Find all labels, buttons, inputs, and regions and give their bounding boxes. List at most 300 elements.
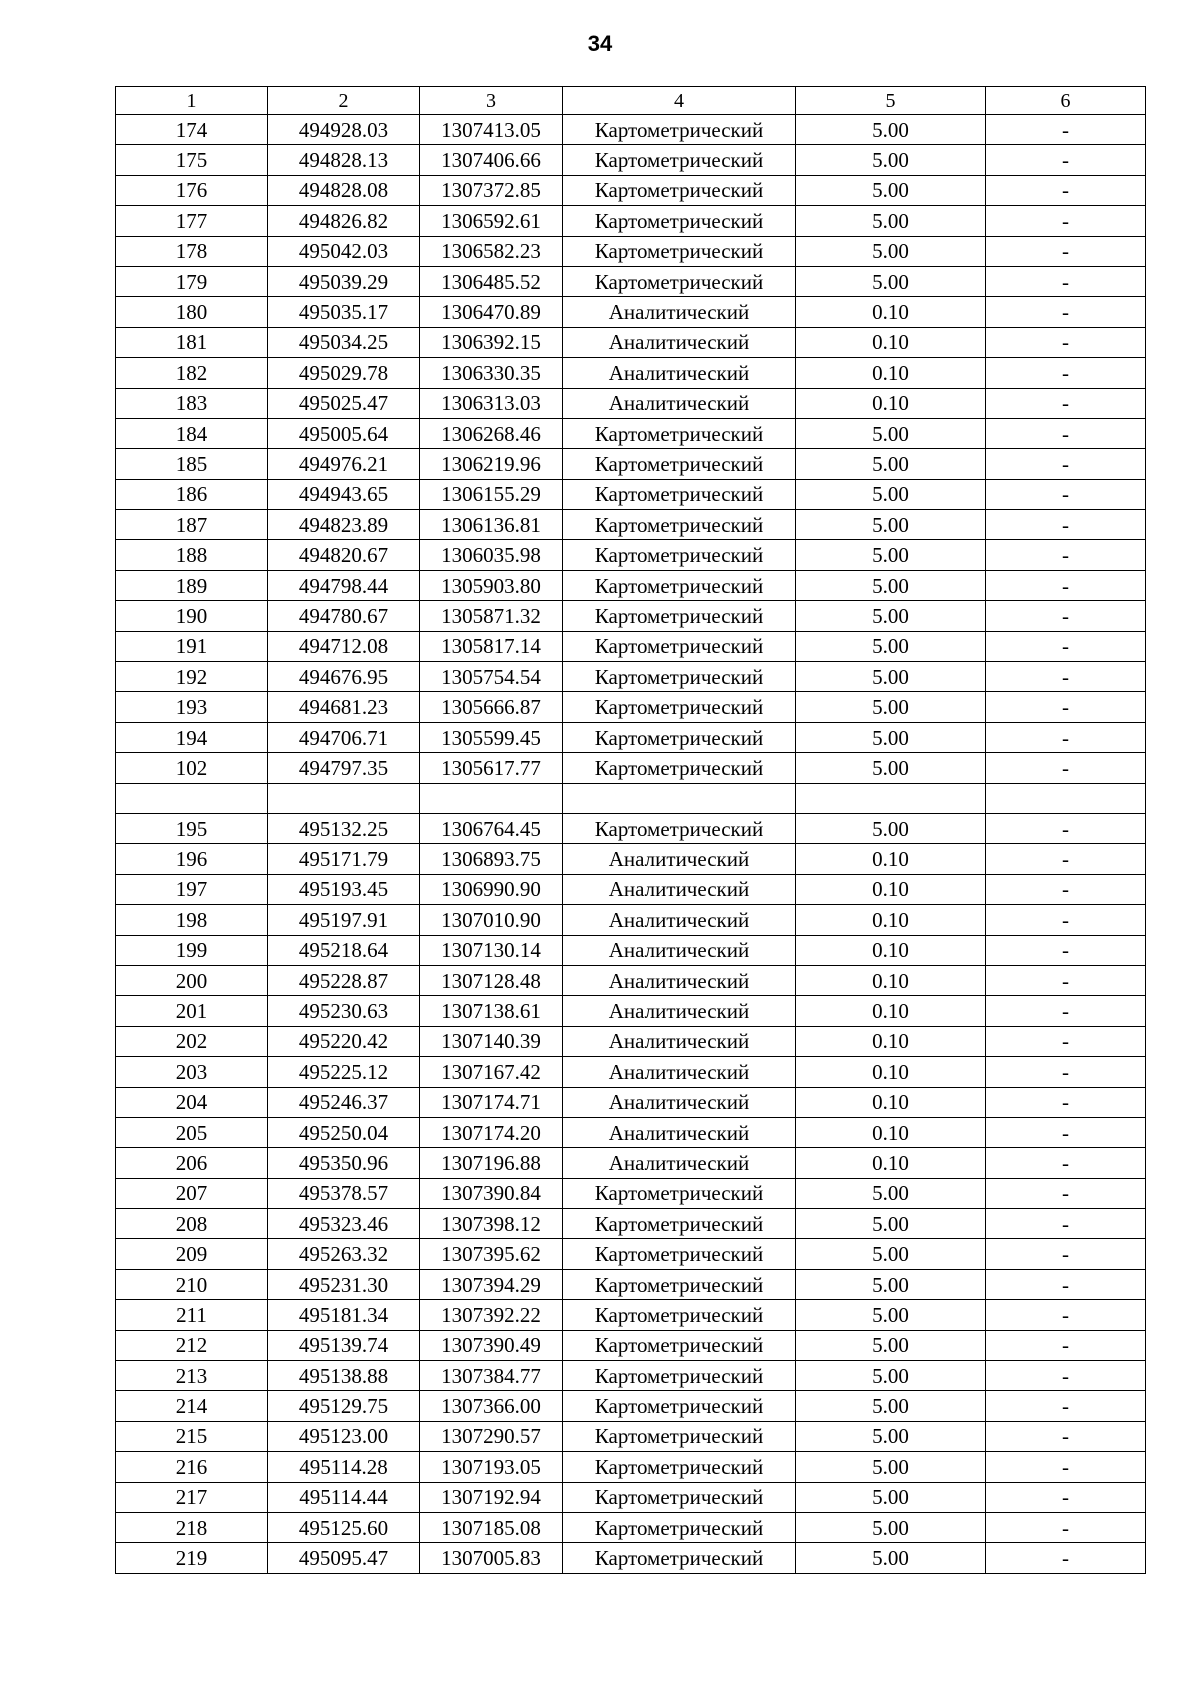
column-header: 6 — [986, 87, 1146, 115]
y-coordinate-cell: 1307005.83 — [420, 1543, 563, 1573]
method-cell: Аналитический — [563, 1117, 796, 1147]
point-number-cell: 177 — [116, 206, 268, 236]
accuracy-cell: 0.10 — [796, 1057, 986, 1087]
note-cell: - — [986, 510, 1146, 540]
y-coordinate-cell: 1307406.66 — [420, 145, 563, 175]
y-coordinate-cell: 1306330.35 — [420, 358, 563, 388]
point-number-cell: 214 — [116, 1391, 268, 1421]
y-coordinate-cell: 1307392.22 — [420, 1300, 563, 1330]
accuracy-cell: 0.10 — [796, 996, 986, 1026]
table-row — [116, 327, 1146, 357]
y-coordinate-cell: 1306392.15 — [420, 327, 563, 357]
method-cell: Аналитический — [563, 874, 796, 904]
table-row — [116, 1421, 1146, 1451]
accuracy-cell: 5.00 — [796, 479, 986, 509]
y-coordinate-cell: 1307193.05 — [420, 1452, 563, 1482]
accuracy-cell: 5.00 — [796, 1300, 986, 1330]
y-coordinate-cell: 1307372.85 — [420, 175, 563, 205]
table-row — [116, 358, 1146, 388]
y-coordinate-cell: 1305666.87 — [420, 692, 563, 722]
point-number-cell: 213 — [116, 1361, 268, 1391]
note-cell: - — [986, 115, 1146, 145]
x-coordinate-cell: 494712.08 — [268, 631, 420, 661]
table-row — [116, 1117, 1146, 1147]
y-coordinate-cell: 1306592.61 — [420, 206, 563, 236]
y-coordinate-cell: 1307128.48 — [420, 965, 563, 995]
table-header-row — [116, 87, 1146, 115]
column-header: 2 — [268, 87, 420, 115]
accuracy-cell: 5.00 — [796, 206, 986, 236]
x-coordinate-cell: 495114.44 — [268, 1482, 420, 1512]
note-cell: - — [986, 722, 1146, 752]
x-coordinate-cell: 494828.13 — [268, 145, 420, 175]
x-coordinate-cell — [268, 783, 420, 813]
y-coordinate-cell: 1306268.46 — [420, 418, 563, 448]
accuracy-cell: 5.00 — [796, 266, 986, 296]
x-coordinate-cell: 495263.32 — [268, 1239, 420, 1269]
x-coordinate-cell: 495171.79 — [268, 844, 420, 874]
point-number-cell: 200 — [116, 965, 268, 995]
accuracy-cell: 0.10 — [796, 1117, 986, 1147]
x-coordinate-cell: 495350.96 — [268, 1148, 420, 1178]
x-coordinate-cell: 495005.64 — [268, 418, 420, 448]
note-cell: - — [986, 1209, 1146, 1239]
note-cell: - — [986, 449, 1146, 479]
note-cell: - — [986, 145, 1146, 175]
y-coordinate-cell: 1306764.45 — [420, 813, 563, 843]
method-cell: Картометрический — [563, 1209, 796, 1239]
point-number-cell: 215 — [116, 1421, 268, 1451]
note-cell: - — [986, 662, 1146, 692]
table-row — [116, 418, 1146, 448]
accuracy-cell: 0.10 — [796, 844, 986, 874]
y-coordinate-cell: 1307138.61 — [420, 996, 563, 1026]
accuracy-cell — [796, 783, 986, 813]
note-cell: - — [986, 1421, 1146, 1451]
table-row — [116, 449, 1146, 479]
point-number-cell: 180 — [116, 297, 268, 327]
accuracy-cell: 5.00 — [796, 1421, 986, 1451]
y-coordinate-cell: 1306035.98 — [420, 540, 563, 570]
note-cell: - — [986, 297, 1146, 327]
point-number-cell: 194 — [116, 722, 268, 752]
table-row — [116, 540, 1146, 570]
table-row — [116, 1391, 1146, 1421]
accuracy-cell: 0.10 — [796, 388, 986, 418]
accuracy-cell: 5.00 — [796, 115, 986, 145]
method-cell: Картометрический — [563, 1269, 796, 1299]
note-cell: - — [986, 1026, 1146, 1056]
method-cell: Картометрический — [563, 479, 796, 509]
point-number-cell: 203 — [116, 1057, 268, 1087]
method-cell: Аналитический — [563, 327, 796, 357]
x-coordinate-cell: 495225.12 — [268, 1057, 420, 1087]
point-number-cell: 193 — [116, 692, 268, 722]
y-coordinate-cell: 1307394.29 — [420, 1269, 563, 1299]
table-row — [116, 1026, 1146, 1056]
accuracy-cell: 5.00 — [796, 631, 986, 661]
note-cell: - — [986, 601, 1146, 631]
table-row — [116, 965, 1146, 995]
x-coordinate-cell: 494976.21 — [268, 449, 420, 479]
x-coordinate-cell: 495231.30 — [268, 1269, 420, 1299]
note-cell: - — [986, 1117, 1146, 1147]
table-row — [116, 266, 1146, 296]
method-cell: Картометрический — [563, 1330, 796, 1360]
method-cell: Аналитический — [563, 358, 796, 388]
accuracy-cell: 0.10 — [796, 905, 986, 935]
accuracy-cell: 5.00 — [796, 753, 986, 783]
note-cell: - — [986, 844, 1146, 874]
x-coordinate-cell: 494943.65 — [268, 479, 420, 509]
accuracy-cell: 5.00 — [796, 570, 986, 600]
note-cell: - — [986, 236, 1146, 266]
point-number-cell: 208 — [116, 1209, 268, 1239]
x-coordinate-cell: 495197.91 — [268, 905, 420, 935]
method-cell: Картометрический — [563, 631, 796, 661]
accuracy-cell: 5.00 — [796, 510, 986, 540]
method-cell: Картометрический — [563, 1482, 796, 1512]
method-cell: Картометрический — [563, 206, 796, 236]
note-cell: - — [986, 874, 1146, 904]
x-coordinate-cell: 495129.75 — [268, 1391, 420, 1421]
x-coordinate-cell: 494706.71 — [268, 722, 420, 752]
method-cell: Картометрический — [563, 1300, 796, 1330]
x-coordinate-cell: 494798.44 — [268, 570, 420, 600]
note-cell: - — [986, 1391, 1146, 1421]
table-row — [116, 996, 1146, 1026]
accuracy-cell: 0.10 — [796, 1148, 986, 1178]
method-cell: Картометрический — [563, 813, 796, 843]
y-coordinate-cell: 1307290.57 — [420, 1421, 563, 1451]
x-coordinate-cell: 495378.57 — [268, 1178, 420, 1208]
x-coordinate-cell: 494820.67 — [268, 540, 420, 570]
y-coordinate-cell: 1306582.23 — [420, 236, 563, 266]
method-cell: Картометрический — [563, 1512, 796, 1542]
method-cell: Аналитический — [563, 1026, 796, 1056]
y-coordinate-cell: 1307174.20 — [420, 1117, 563, 1147]
table-row — [116, 692, 1146, 722]
point-number-cell: 182 — [116, 358, 268, 388]
accuracy-cell: 5.00 — [796, 1361, 986, 1391]
table-row — [116, 388, 1146, 418]
accuracy-cell: 5.00 — [796, 1482, 986, 1512]
table-row — [116, 1543, 1146, 1573]
y-coordinate-cell — [420, 783, 563, 813]
accuracy-cell: 5.00 — [796, 449, 986, 479]
note-cell: - — [986, 1361, 1146, 1391]
x-coordinate-cell: 494676.95 — [268, 662, 420, 692]
y-coordinate-cell: 1306313.03 — [420, 388, 563, 418]
x-coordinate-cell: 495246.37 — [268, 1087, 420, 1117]
y-coordinate-cell: 1306485.52 — [420, 266, 563, 296]
note-cell: - — [986, 905, 1146, 935]
table-row — [116, 662, 1146, 692]
table-row — [116, 813, 1146, 843]
method-cell: Картометрический — [563, 145, 796, 175]
note-cell: - — [986, 1239, 1146, 1269]
table-row — [116, 1452, 1146, 1482]
note-cell: - — [986, 327, 1146, 357]
accuracy-cell: 0.10 — [796, 1026, 986, 1056]
method-cell: Картометрический — [563, 753, 796, 783]
point-number-cell: 181 — [116, 327, 268, 357]
y-coordinate-cell: 1307140.39 — [420, 1026, 563, 1056]
note-cell: - — [986, 1452, 1146, 1482]
x-coordinate-cell: 495138.88 — [268, 1361, 420, 1391]
x-coordinate-cell: 494928.03 — [268, 115, 420, 145]
method-cell: Картометрический — [563, 175, 796, 205]
x-coordinate-cell: 495228.87 — [268, 965, 420, 995]
y-coordinate-cell: 1307390.84 — [420, 1178, 563, 1208]
y-coordinate-cell: 1307395.62 — [420, 1239, 563, 1269]
point-number-cell: 206 — [116, 1148, 268, 1178]
note-cell: - — [986, 1330, 1146, 1360]
point-number-cell: 207 — [116, 1178, 268, 1208]
x-coordinate-cell: 495095.47 — [268, 1543, 420, 1573]
column-header: 3 — [420, 87, 563, 115]
y-coordinate-cell: 1307366.00 — [420, 1391, 563, 1421]
table-row — [116, 1300, 1146, 1330]
x-coordinate-cell: 495323.46 — [268, 1209, 420, 1239]
x-coordinate-cell: 495132.25 — [268, 813, 420, 843]
point-number-cell: 195 — [116, 813, 268, 843]
note-cell: - — [986, 631, 1146, 661]
x-coordinate-cell: 495114.28 — [268, 1452, 420, 1482]
accuracy-cell: 5.00 — [796, 601, 986, 631]
method-cell: Картометрический — [563, 570, 796, 600]
y-coordinate-cell: 1307185.08 — [420, 1512, 563, 1542]
y-coordinate-cell: 1307167.42 — [420, 1057, 563, 1087]
point-number-cell: 196 — [116, 844, 268, 874]
y-coordinate-cell: 1307384.77 — [420, 1361, 563, 1391]
note-cell: - — [986, 996, 1146, 1026]
accuracy-cell: 5.00 — [796, 1269, 986, 1299]
accuracy-cell: 5.00 — [796, 1452, 986, 1482]
note-cell: - — [986, 1300, 1146, 1330]
note-cell: - — [986, 358, 1146, 388]
accuracy-cell: 5.00 — [796, 1239, 986, 1269]
method-cell: Аналитический — [563, 1057, 796, 1087]
accuracy-cell: 0.10 — [796, 297, 986, 327]
x-coordinate-cell: 495230.63 — [268, 996, 420, 1026]
note-cell: - — [986, 1178, 1146, 1208]
point-number-cell: 186 — [116, 479, 268, 509]
table-row — [116, 1087, 1146, 1117]
x-coordinate-cell: 494823.89 — [268, 510, 420, 540]
point-number-cell: 219 — [116, 1543, 268, 1573]
method-cell: Картометрический — [563, 266, 796, 296]
note-cell: - — [986, 540, 1146, 570]
note-cell: - — [986, 570, 1146, 600]
x-coordinate-cell: 495193.45 — [268, 874, 420, 904]
accuracy-cell: 5.00 — [796, 813, 986, 843]
accuracy-cell: 0.10 — [796, 965, 986, 995]
y-coordinate-cell: 1305617.77 — [420, 753, 563, 783]
table-row — [116, 631, 1146, 661]
table-body — [116, 87, 1146, 1574]
note-cell: - — [986, 1482, 1146, 1512]
method-cell: Картометрический — [563, 510, 796, 540]
method-cell: Картометрический — [563, 692, 796, 722]
table-row — [116, 1269, 1146, 1299]
point-number-cell: 218 — [116, 1512, 268, 1542]
note-cell: - — [986, 479, 1146, 509]
accuracy-cell: 0.10 — [796, 358, 986, 388]
table-row — [116, 1209, 1146, 1239]
page-number: 34 — [587, 31, 613, 56]
column-header: 4 — [563, 87, 796, 115]
point-number-cell: 183 — [116, 388, 268, 418]
point-number-cell: 185 — [116, 449, 268, 479]
y-coordinate-cell: 1307130.14 — [420, 935, 563, 965]
method-cell: Картометрический — [563, 1391, 796, 1421]
accuracy-cell: 5.00 — [796, 1330, 986, 1360]
method-cell: Картометрический — [563, 540, 796, 570]
table-row — [116, 935, 1146, 965]
y-coordinate-cell: 1305871.32 — [420, 601, 563, 631]
note-cell: - — [986, 692, 1146, 722]
column-header: 1 — [116, 87, 268, 115]
table-row — [116, 236, 1146, 266]
note-cell: - — [986, 1269, 1146, 1299]
table-row — [116, 206, 1146, 236]
note-cell: - — [986, 418, 1146, 448]
method-cell: Аналитический — [563, 1087, 796, 1117]
note-cell: - — [986, 175, 1146, 205]
table-row — [116, 753, 1146, 783]
accuracy-cell: 5.00 — [796, 236, 986, 266]
table-row — [116, 905, 1146, 935]
table-row — [116, 1148, 1146, 1178]
table-row — [116, 175, 1146, 205]
method-cell: Аналитический — [563, 844, 796, 874]
table-row — [116, 1361, 1146, 1391]
x-coordinate-cell: 495123.00 — [268, 1421, 420, 1451]
point-number-cell: 179 — [116, 266, 268, 296]
point-number-cell: 178 — [116, 236, 268, 266]
method-cell: Картометрический — [563, 115, 796, 145]
y-coordinate-cell: 1307010.90 — [420, 905, 563, 935]
table-row — [116, 874, 1146, 904]
method-cell: Аналитический — [563, 996, 796, 1026]
point-number-cell: 210 — [116, 1269, 268, 1299]
y-coordinate-cell: 1307192.94 — [420, 1482, 563, 1512]
note-cell: - — [986, 753, 1146, 783]
point-number-cell: 212 — [116, 1330, 268, 1360]
accuracy-cell: 0.10 — [796, 327, 986, 357]
point-number-cell: 175 — [116, 145, 268, 175]
point-number-cell: 102 — [116, 753, 268, 783]
note-cell: - — [986, 266, 1146, 296]
table-row — [116, 1512, 1146, 1542]
note-cell: - — [986, 388, 1146, 418]
table-row — [116, 783, 1146, 813]
accuracy-cell: 5.00 — [796, 692, 986, 722]
note-cell: - — [986, 1543, 1146, 1573]
point-number-cell: 205 — [116, 1117, 268, 1147]
method-cell: Картометрический — [563, 1543, 796, 1573]
x-coordinate-cell: 495125.60 — [268, 1512, 420, 1542]
y-coordinate-cell: 1307413.05 — [420, 115, 563, 145]
y-coordinate-cell: 1307390.49 — [420, 1330, 563, 1360]
table-row — [116, 844, 1146, 874]
accuracy-cell: 5.00 — [796, 662, 986, 692]
point-number-cell: 201 — [116, 996, 268, 1026]
accuracy-cell: 5.00 — [796, 1209, 986, 1239]
y-coordinate-cell: 1306990.90 — [420, 874, 563, 904]
accuracy-cell: 5.00 — [796, 418, 986, 448]
point-number-cell: 191 — [116, 631, 268, 661]
point-number-cell: 216 — [116, 1452, 268, 1482]
note-cell: - — [986, 1087, 1146, 1117]
x-coordinate-cell: 494780.67 — [268, 601, 420, 631]
y-coordinate-cell: 1306219.96 — [420, 449, 563, 479]
x-coordinate-cell: 495139.74 — [268, 1330, 420, 1360]
method-cell: Аналитический — [563, 388, 796, 418]
x-coordinate-cell: 495042.03 — [268, 236, 420, 266]
x-coordinate-cell: 495035.17 — [268, 297, 420, 327]
accuracy-cell: 5.00 — [796, 722, 986, 752]
point-number-cell: 211 — [116, 1300, 268, 1330]
note-cell: - — [986, 206, 1146, 236]
table-row — [116, 145, 1146, 175]
method-cell — [563, 783, 796, 813]
y-coordinate-cell: 1305903.80 — [420, 570, 563, 600]
table-row — [116, 1057, 1146, 1087]
point-number-cell: 199 — [116, 935, 268, 965]
table-row — [116, 115, 1146, 145]
table-row — [116, 601, 1146, 631]
y-coordinate-cell: 1307398.12 — [420, 1209, 563, 1239]
accuracy-cell: 5.00 — [796, 1512, 986, 1542]
point-number-cell: 204 — [116, 1087, 268, 1117]
y-coordinate-cell: 1306470.89 — [420, 297, 563, 327]
point-number-cell: 190 — [116, 601, 268, 631]
x-coordinate-cell: 495034.25 — [268, 327, 420, 357]
point-number-cell: 217 — [116, 1482, 268, 1512]
table-row — [116, 297, 1146, 327]
method-cell: Картометрический — [563, 236, 796, 266]
method-cell: Картометрический — [563, 1421, 796, 1451]
x-coordinate-cell: 495250.04 — [268, 1117, 420, 1147]
coordinates-table — [115, 86, 1146, 1574]
y-coordinate-cell: 1306155.29 — [420, 479, 563, 509]
accuracy-cell: 5.00 — [796, 1178, 986, 1208]
accuracy-cell: 0.10 — [796, 935, 986, 965]
table-row — [116, 722, 1146, 752]
y-coordinate-cell: 1305754.54 — [420, 662, 563, 692]
method-cell: Аналитический — [563, 1148, 796, 1178]
method-cell: Картометрический — [563, 1361, 796, 1391]
x-coordinate-cell: 495025.47 — [268, 388, 420, 418]
point-number-cell — [116, 783, 268, 813]
method-cell: Аналитический — [563, 297, 796, 327]
x-coordinate-cell: 494828.08 — [268, 175, 420, 205]
x-coordinate-cell: 495220.42 — [268, 1026, 420, 1056]
note-cell: - — [986, 1148, 1146, 1178]
point-number-cell: 209 — [116, 1239, 268, 1269]
table-row — [116, 1178, 1146, 1208]
x-coordinate-cell: 494826.82 — [268, 206, 420, 236]
accuracy-cell: 5.00 — [796, 1391, 986, 1421]
method-cell: Картометрический — [563, 449, 796, 479]
table-row — [116, 1239, 1146, 1269]
x-coordinate-cell: 495218.64 — [268, 935, 420, 965]
point-number-cell: 187 — [116, 510, 268, 540]
method-cell: Картометрический — [563, 662, 796, 692]
point-number-cell: 188 — [116, 540, 268, 570]
